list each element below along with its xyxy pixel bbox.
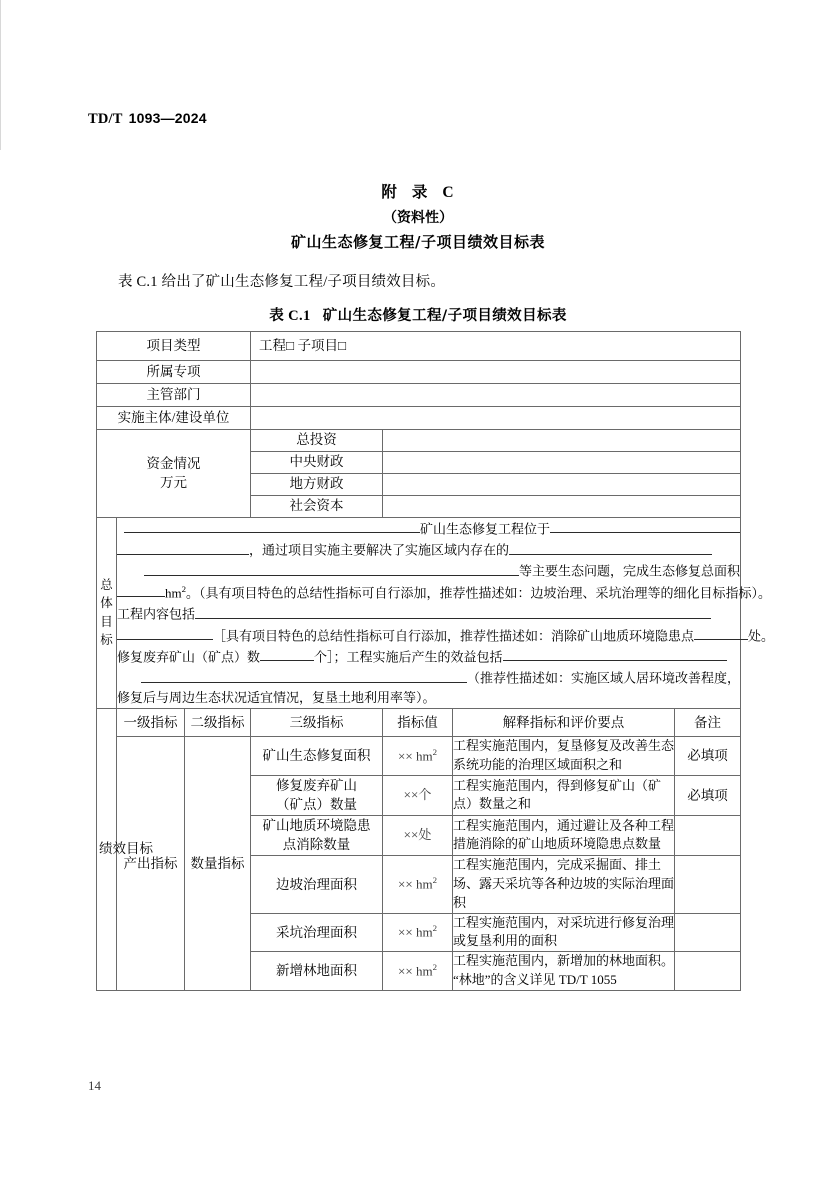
indicator-name-line1: 边坡治理面积: [276, 876, 358, 892]
row-value-implementing-entity[interactable]: [251, 406, 741, 429]
indicator-remark: 必填项: [675, 775, 741, 815]
header-explanation: 解释指标和评价要点: [453, 708, 675, 737]
goal-unit-sup: 2: [181, 583, 187, 594]
indicator-name-line1: 矿山地质环境隐患: [262, 817, 371, 833]
indicator-value-sup: 2: [432, 746, 437, 757]
performance-label-text: 绩效目标: [99, 841, 153, 857]
overall-goal-label-text: 总体目标: [100, 578, 113, 647]
header-level1: 一级指标: [117, 708, 185, 737]
funding-label-line1: 资金情况: [146, 455, 201, 471]
funding-label-line2: 万元: [160, 475, 187, 491]
indicator-remark: 必填项: [675, 737, 741, 776]
indicator-value-unit: hm: [415, 924, 433, 940]
indicator-remark: [675, 856, 741, 914]
indicator-value: [383, 856, 453, 914]
goal-line-8: [117, 667, 740, 688]
indicator-name: [251, 913, 383, 952]
goal-line-6: [117, 625, 775, 646]
indicator-name: [251, 775, 383, 815]
annex-title-prefix: 附: [381, 184, 398, 201]
funding-item-value-total[interactable]: [383, 429, 741, 451]
indicator-value-prefix: ××: [403, 827, 419, 843]
table-row-indicator: [97, 737, 741, 776]
row-value-special-program[interactable]: [251, 360, 741, 383]
indicator-value-prefix: ××: [398, 748, 413, 764]
standard-code: TD/T: [88, 111, 123, 127]
indicator-remark: [675, 952, 741, 991]
indicator-value: [383, 737, 453, 776]
output-indicator-label: 产出指标: [117, 737, 185, 991]
header-value: 指标值: [383, 708, 453, 737]
indicator-value-unit: 处: [418, 827, 432, 843]
funding-section-label: [97, 429, 251, 517]
quantity-indicator-label: 数量指标: [185, 737, 251, 991]
goal-seg-10: 个］；工程实施后产生的效益包括: [314, 649, 503, 665]
indicator-value-prefix: ××: [403, 786, 419, 802]
indicator-value-unit: hm: [415, 963, 433, 979]
indicator-value-prefix: ××: [398, 963, 413, 979]
indicator-name: [251, 737, 383, 776]
indicator-description: 工程实施范围内，新增加的林地面积。“林地”的含义详见 TD/T 1055: [453, 952, 675, 991]
annex-title-mid: 录: [411, 184, 429, 201]
overall-goal-body[interactable]: [117, 517, 775, 708]
indicator-name-line1: 采坑治理面积: [276, 924, 358, 940]
indicator-description: 工程实施范围内，对采坑进行修复治理或复垦利用的面积: [453, 913, 675, 952]
performance-goal-table: [96, 331, 775, 991]
funding-item-value-central[interactable]: [383, 451, 741, 473]
indicator-value-prefix: ××: [398, 924, 413, 940]
indicator-value-unit: hm: [415, 748, 433, 764]
header-remark: 备注: [675, 708, 741, 737]
goal-line-7: [117, 646, 740, 667]
header-level2: 二级指标: [185, 708, 251, 737]
indicator-description: 工程实施范围内，复垦修复及改善生态系统功能的治理区域面积之和: [453, 737, 675, 776]
funding-item-label-social: 社会资本: [251, 495, 383, 517]
indicator-name-line2: 点消除数量: [282, 837, 351, 853]
goal-seg-11: （推荐性描述如：实施区域人居环境改善程度，: [467, 670, 741, 686]
row-label-competent-department: 主管部门: [97, 383, 251, 406]
goal-line-5: [117, 603, 740, 624]
funding-item-value-local[interactable]: [383, 473, 741, 495]
goal-seg-7: ［具有项目特色的总结性指标可自行添加，推荐性描述如：消除矿山地质环境隐患点: [213, 628, 695, 644]
indicator-description: 工程实施范围内，完成采掘面、排土场、露天采坑等各种边坡的实际治理面积: [453, 856, 675, 914]
table-caption-number: 表 C.1: [269, 308, 311, 324]
page-number: 14: [88, 1078, 101, 1093]
indicator-name-line2: （矿点）数量: [276, 797, 358, 813]
annex-title: [0, 180, 836, 202]
funding-item-label-total: 总投资: [251, 429, 383, 451]
goal-unit-hm: hm: [165, 585, 182, 601]
indicator-name: [251, 952, 383, 991]
lead-paragraph: 表 C.1 给出了矿山生态修复工程/子项目绩效目标。: [118, 274, 446, 290]
indicator-description: 工程实施范围内，得到修复矿山（矿点）数量之和: [453, 775, 675, 815]
indicator-value: [383, 913, 453, 952]
goal-line-3: [117, 560, 740, 581]
indicator-name: [251, 856, 383, 914]
table-row-special-program: [97, 360, 741, 383]
indicator-remark: [675, 913, 741, 952]
indicator-value-unit: 个: [418, 786, 432, 802]
annex-name: 矿山生态修复工程/子项目绩效目标表: [291, 233, 545, 251]
goal-seg-2: ，通过项目实施主要解决了实施区域内存在的: [249, 542, 510, 558]
indicator-remark: [675, 815, 741, 855]
row-value-project-type[interactable]: 工程□ 子项目□: [251, 332, 741, 361]
table-caption-title: 矿山生态修复工程/子项目绩效目标表: [322, 308, 567, 324]
overall-goal-vertical-label: [97, 517, 117, 708]
indicator-name-line1: 新增林地面积: [276, 963, 358, 979]
row-label-project-type: 项目类型: [97, 332, 251, 361]
indicator-name-line1: 矿山生态修复面积: [262, 748, 371, 764]
goal-line-1: [117, 518, 740, 539]
indicator-value-prefix: ××: [398, 876, 413, 892]
goal-line-4: [117, 582, 772, 603]
page-edge-line: [0, 0, 1, 150]
indicator-value-sup: 2: [432, 923, 437, 934]
goal-seg-8: 处。: [748, 628, 775, 644]
indicator-value-sup: 2: [432, 875, 437, 886]
goal-seg-6: 工程内容包括: [117, 606, 196, 622]
funding-item-value-social[interactable]: [383, 495, 741, 517]
indicator-value: [383, 775, 453, 815]
indicator-value-unit: hm: [415, 876, 433, 892]
indicator-name-line1: 修复废弃矿山: [276, 777, 358, 793]
indicator-value: [383, 952, 453, 991]
table-row-implementing-entity: [97, 406, 741, 429]
indicator-description: 工程实施范围内，通过避让及各种工程措施消除的矿山地质环境隐患点数量: [453, 815, 675, 855]
goal-seg-9: 修复废弃矿山（矿点）数: [117, 649, 261, 665]
funding-item-label-central: 中央财政: [251, 451, 383, 473]
goal-seg-12: 修复后与周边生态状况适宜情况，复垦土地利用率等）。: [117, 689, 436, 705]
table-row-competent-department: [97, 383, 741, 406]
standard-number: 1093—2024: [128, 110, 207, 126]
goal-line-9: [117, 689, 740, 708]
goal-seg-5: 。（具有项目特色的总结性指标可自行添加，推荐性描述如：边坡治理、采坑治理等的细化目标指标）。: [186, 585, 772, 601]
indicator-value: [383, 815, 453, 855]
row-label-implementing-entity: 实施主体/建设单位: [97, 406, 251, 429]
row-label-special-program: 所属专项: [97, 360, 251, 383]
indicator-name: [251, 815, 383, 855]
table-row-indicator-header: [97, 708, 741, 737]
goal-line-2: [117, 539, 740, 560]
row-value-competent-department[interactable]: [251, 383, 741, 406]
table-row-overall-goal: [97, 517, 741, 708]
running-header: [88, 110, 207, 128]
funding-item-label-local: 地方财政: [251, 473, 383, 495]
header-level3: 三级指标: [251, 708, 383, 737]
indicator-value-sup: 2: [432, 962, 437, 972]
goal-seg-1: 矿山生态修复工程位于: [420, 521, 551, 537]
annex-nature: （资料性）: [383, 210, 453, 226]
goal-seg-3: 等主要生态问题，完成生态修复总面积: [519, 563, 741, 579]
table-caption: [0, 304, 836, 325]
table-row-funding-total: [97, 429, 741, 451]
table-row-project-type: [97, 332, 741, 361]
annex-title-letter: C: [442, 184, 455, 201]
